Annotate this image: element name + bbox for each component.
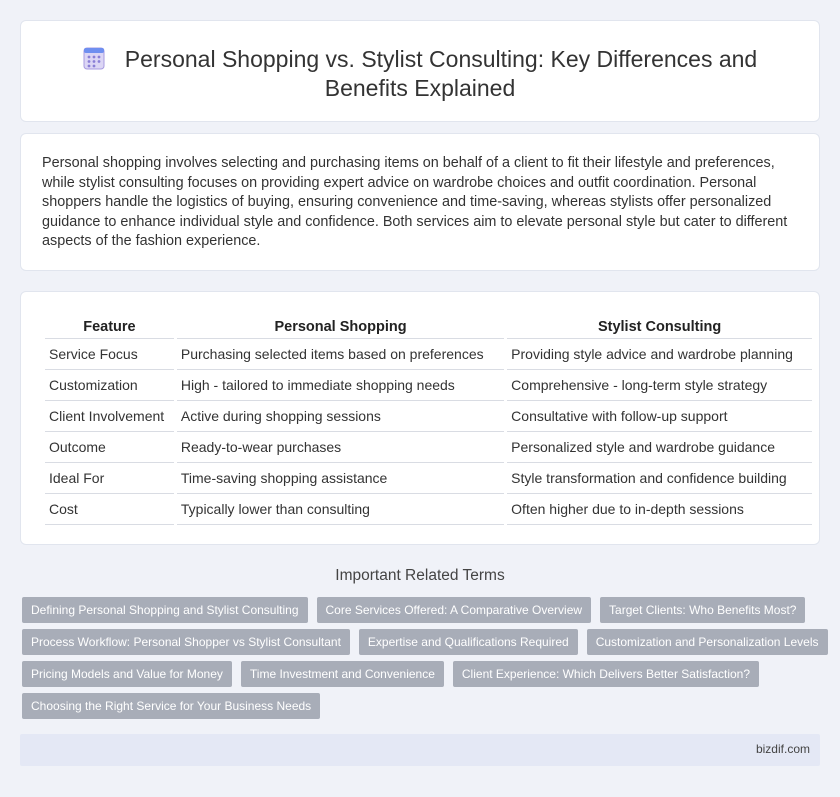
table-cell: Service Focus [45, 339, 174, 370]
related-terms-title: Important Related Terms [335, 567, 505, 584]
table-cell: Outcome [45, 432, 174, 463]
comparison-table [42, 317, 815, 525]
tag-row [22, 597, 822, 629]
table-cell: Ready-to-wear purchases [177, 432, 504, 463]
related-term-tag[interactable]: Defining Personal Shopping and Stylist Consulting [22, 597, 308, 623]
tag-row [22, 629, 822, 661]
page-title [61, 45, 779, 103]
table-cell: Customization [45, 370, 174, 401]
intro-card [20, 133, 820, 271]
tag-row [22, 693, 822, 725]
table-row [45, 401, 812, 432]
page-title-text: Personal Shopping vs. Stylist Consulting: Key Differences and Benefits Explained [124, 46, 758, 101]
related-term-tag[interactable]: Choosing the Right Service for Your Business Needs [22, 693, 320, 719]
tag-row [22, 661, 822, 693]
related-term-tag[interactable]: Process Workflow: Personal Shopper vs Stylist Consultant [22, 629, 350, 655]
related-term-tag[interactable]: Time Investment and Convenience [241, 661, 444, 687]
table-cell: High - tailored to immediate shopping needs [177, 370, 504, 401]
table-cell: Purchasing selected items based on preferences [177, 339, 504, 370]
title-wrap [61, 45, 779, 103]
related-term-tag[interactable]: Expertise and Qualifications Required [359, 629, 578, 655]
table-cell: Style transformation and confidence building [507, 463, 812, 494]
table-cell: Personalized style and wardrobe guidance [507, 432, 812, 463]
related-terms-list [22, 597, 822, 725]
footer [20, 734, 820, 766]
header-personal-shopping: Personal Shopping [177, 317, 504, 339]
table-cell: Often higher due to in-depth sessions [507, 494, 812, 525]
table-cell: Providing style advice and wardrobe planning [507, 339, 812, 370]
related-term-tag[interactable]: Target Clients: Who Benefits Most? [600, 597, 805, 623]
table-cell: Cost [45, 494, 174, 525]
table-cell: Client Involvement [45, 401, 174, 432]
related-term-tag[interactable]: Client Experience: Which Delivers Better Satisfaction? [453, 661, 759, 687]
document-icon [83, 46, 105, 70]
table-row [45, 339, 812, 370]
table-cell: Comprehensive - long-term style strategy [507, 370, 812, 401]
table-cell: Time-saving shopping assistance [177, 463, 504, 494]
table-row [45, 494, 812, 525]
header-stylist-consulting: Stylist Consulting [507, 317, 812, 339]
related-term-tag[interactable]: Core Services Offered: A Comparative Overview [317, 597, 592, 623]
table-cell: Typically lower than consulting [177, 494, 504, 525]
table-row [45, 370, 812, 401]
table-cell: Consultative with follow-up support [507, 401, 812, 432]
comparison-card [20, 291, 820, 545]
table-row [45, 463, 812, 494]
related-term-tag[interactable]: Customization and Personalization Levels [587, 629, 828, 655]
table-header-row [45, 317, 812, 339]
related-term-tag[interactable]: Pricing Models and Value for Money [22, 661, 232, 687]
intro-paragraph: Personal shopping involves selecting and purchasing items on behalf of a client to fit their lifestyle and preferences, while stylist consulting focuses on providing expert advice on wardrobe choices and outfit coordination. Personal shoppers handle the logistics of buying, ensuring convenience and time-saving, whereas stylists offer personalized guidance to enhance individual style and confidence. Both services aim to elevate personal style but cater to different aspects of the fashion experience. [42, 155, 788, 250]
table-cell: Ideal For [45, 463, 174, 494]
header-card [20, 20, 820, 122]
table-row [45, 432, 812, 463]
table-cell: Active during shopping sessions [177, 401, 504, 432]
header-feature: Feature [45, 317, 174, 339]
footer-site-link[interactable]: bizdif.com [755, 742, 810, 756]
